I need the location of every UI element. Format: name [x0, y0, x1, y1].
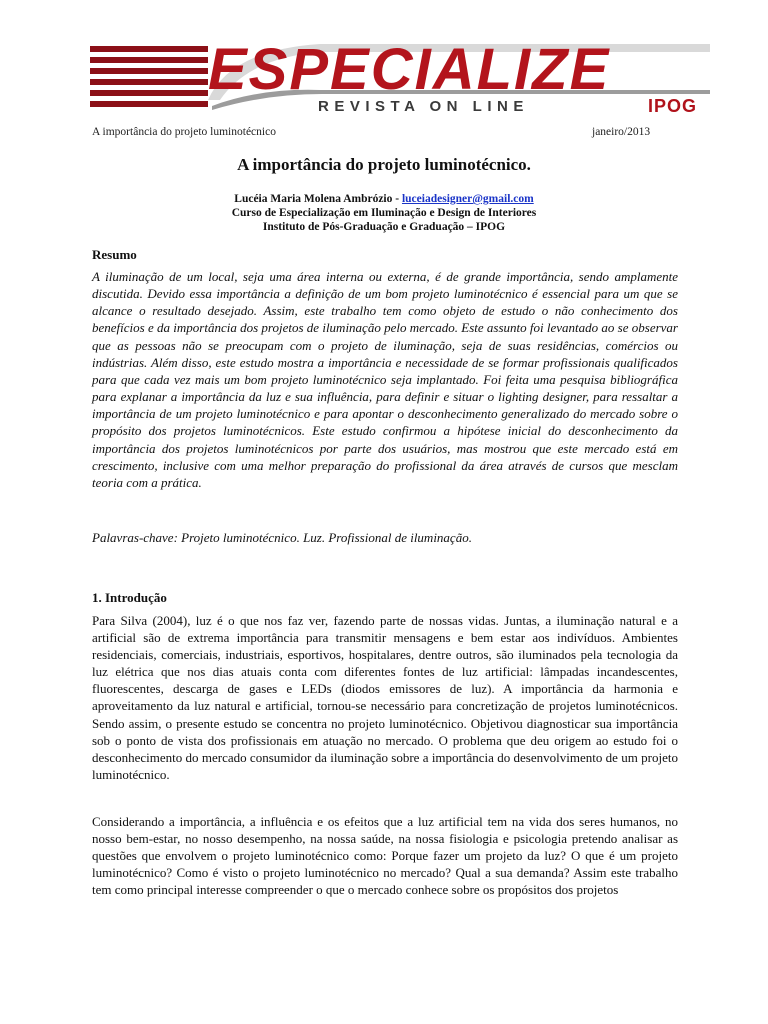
affiliation-institute: Instituto de Pós-Graduação e Graduação – IPOG: [262, 221, 506, 233]
logo-wordmark: ESPECIALIZE: [208, 37, 611, 102]
journal-logo: [90, 37, 718, 118]
logo-tagline: REVISTA ON LINE: [318, 98, 529, 115]
section-heading-introduction: 1. Introdução: [92, 590, 167, 605]
intro-paragraph-1: Para Silva (2004), luz é o que nos faz ver, fazendo parte de nossas vidas. Juntas, a iluminação natural e a artificial são de extrema importância para transmitir mensagens e bem estar aos indivíduos. Ambientes residenciais, comerciais, industriais, esportivos, hospitalares, dentre outros, são iluminados pela tecnologia da luz elétrica que nos dias atuais conta com diferentes fontes de luz artificial: lâmpadas incandescentes, fluorescentes, descarga de gases e LEDs (diodos emissores de luz). A importância da harmonia e aproveitamento da luz natural e artificial, tornou-se necessário para concretização de projetos luminotécnicos. Sendo assim, o presente estudo se concentra no projeto luminotécnico. Objetivou diagnosticar sua importância sob o ponto de vista dos profissionais em atuação no mercado. O problema que deu origem ao estudo foi o desconhecimento do mercado consumidor da iluminação sobre a importância do desenvolvimento de um projeto luminotécnico.: [92, 613, 678, 782]
paper-title: A importância do projeto luminotécnico.: [237, 155, 531, 174]
keywords: Palavras-chave: Projeto luminotécnico. Luz. Profissional de iluminação.: [92, 530, 472, 545]
author-line: [0, 192, 768, 206]
running-header-date: janeiro/2013: [592, 126, 651, 138]
running-header-title: A importância do projeto luminotécnico: [92, 126, 276, 138]
author-name: Lucéia Maria Molena Ambrózio -: [234, 193, 402, 205]
author-block: [0, 192, 768, 234]
affiliation-course: Curso de Especialização em Iluminação e Design de Interiores: [231, 207, 537, 219]
abstract-text: A iluminação de um local, seja uma área interna ou externa, é de grande importância, sendo amplamente discutida. Devido essa importância a definição de um bom projeto luminotécnico é essencial para um que se alcance o resultado desejado. Assim, este trabalho tem como objeto de estudo o não conhecimento dos benefícios e da importância dos projetos de iluminação pelo mercado. Este assunto foi levantado ao se observar que as pessoas não se preocupam com o projeto de iluminação, seja de suas residências, comércios ou indústrias. Além disso, este estudo mostra a importância e necessidade de se formar profissionais qualificados para que cada vez mais um bom projeto luminotécnico seja implantado. Foi feita uma pesquisa bibliográfica para explanar a importância da luz e sua influência, para definir e situar o lighting designer, para ressaltar a importância de um projeto luminotécnico e para apontar o desconhecimento generalizado do mercado sobre o propósito dos projetos luminotécnicos. Este estudo confirmou a hipótese inicial do desconhecimento da importância dos projetos luminotécnicos por parte dos usuários, mas mostrou que este mercado está em crescimento, inclusive com uma melhor preparação do profissional da área através de cursos que mesclam teoria com a prática.: [92, 269, 678, 490]
author-email-link[interactable]: luceiadesigner@gmail.com: [401, 193, 534, 205]
abstract-heading: Resumo: [92, 247, 137, 262]
intro-paragraph-2: Considerando a importância, a influência e os efeitos que a luz artificial tem na vida dos seres humanos, no nosso bem-estar, no nosso desempenho, na nossa saúde, na nossa fisiologia e psicologia pretendo analisar as questões que envolvem o projeto luminotécnico como: Porque fazer um projeto da luz? O que é um projeto luminotécnico? Como é visto o projeto luminotécnico no mercado? Qual a sua demanda? Assim este trabalho tem como principal interesse compreender o que o mercado conhece sobre os propósitos dos projetos: [92, 814, 678, 898]
logo-publisher: IPOG: [648, 96, 698, 116]
